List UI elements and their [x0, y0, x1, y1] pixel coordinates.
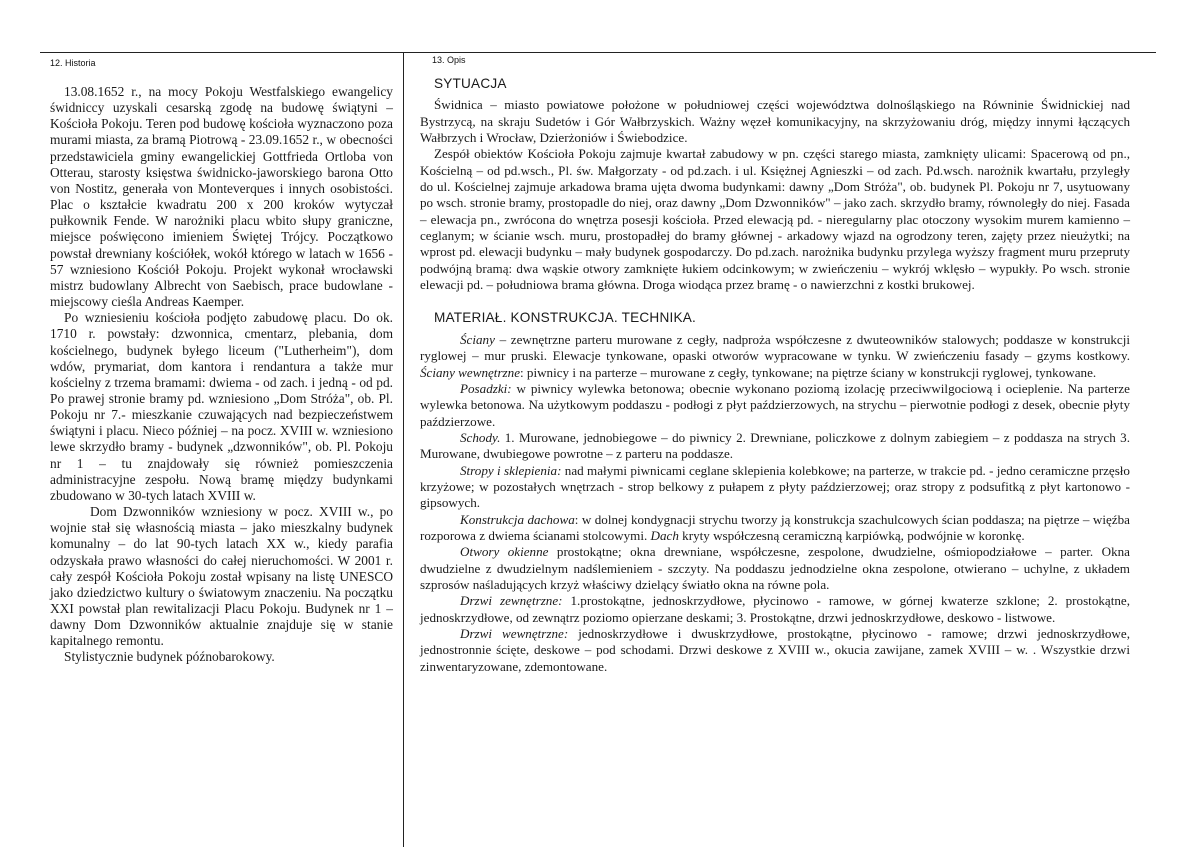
walls-paragraph: [420, 332, 1130, 381]
exterior-doors-label: Drzwi zewnętrzne:: [460, 593, 563, 609]
situation-paragraph-2: Zespół obiektów Kościoła Pokoju zajmuje kwartał zabudowy w pn. części starego miasta, zamknięty ulicami: Spacerową od pn., Kościelną – od pd.wsch., Pl. św. Małgorzaty - od pd.zach. i ul. Księżnej Agnieszki – od zach. Pd.wsch. narożnik kwartału, przyległy do ul. Kościelnej zajmuje arkadowa brama ujęta dwoma budynkami: dawny „Dom Stróża", ob. budynek Pl. Pokoju nr 7, usytuowany po wsch. stronie bramy, prostopadle do niej, oraz dawny „Dom Dzwonników" – jako zach. skrzydło bramy, równoległy do niej. Fasada – elewacja pn., zwrócona do wnętrza posesji kościoła. Przed elewacją pd. - nieregularny plac otoczony wysokim murem kamienno – ceglanym; w ścianie wsch. muru, prostopadłej do bramy głównej - arkadowy wjazd na ogrodzony teren, zajęty przez nieużytki; na wprost pd. elewacji budynku – mały budynek gospodarczy. Do pd.zach. narożnika budynku przylega wyższy fragment muru przepruty podwójną bramą: dwa wąskie otwory zamknięte łukiem odcinkowym; w zwieńczeniu – wykrój wklęsło – wypukły. Po wsch. stronie elewacji pd. – południowa brama główna. Droga wiodąca przez bramę - o nawierzchni z kostki brukowej.: [420, 146, 1130, 293]
exterior-doors-paragraph: [420, 593, 1130, 626]
windows-paragraph: [420, 544, 1130, 593]
section-header-history: 12. Historia: [50, 58, 96, 68]
floors-text: w piwnicy wylewka betonowa; obecnie wykonano poziomą izolację przeciwwilgociową i ocieplenie. Na parterze wylewka betonowa. Na użytkowym poddaszu - podłogi z płyt paździerzowych, na strychu – pierwotnie podłogi z desek, obecnie płyty paździerzowe.: [420, 380, 1130, 429]
interior-doors-label: Drzwi wewnętrzne:: [460, 626, 569, 641]
header-rule: [40, 52, 1156, 53]
history-paragraph-3: Dom Dzwonników wzniesiony w pocz. XVIII w., po wojnie stał się własnością miasta – jako mieszkalny budynek komunalny – do lat 90-tych latach XX w., kiedy parafia odzyskała prawo własności do całej nieruchomości. W 2001 r. cały zespół Kościoła Pokoju został wpisany na listę UNESCO jako dziedzictwo kultury o światowym znaczeniu. Na początku XXI powstał plan rewitalizacji Placu Pokoju. Budynek nr 1 – dawny Dom Dzwonników aktualnie znajduje się w stanie kapitalnego remontu.: [50, 504, 393, 649]
roof-covering-text: kryty współczesną ceramiczną karpiówką, podwójnie w koronkę.: [678, 527, 1025, 543]
material-heading: MATERIAŁ. KONSTRUKCJA. TECHNIKA.: [434, 310, 696, 326]
history-paragraph-4: Stylistycznie budynek późnobarokowy.: [64, 649, 275, 665]
ceilings-text: nad małymi piwnicami ceglane sklepienia kolebkowe; na parterze, w trakcie pd. - jedno ceramiczne przęsło krzyżowe; w pozostałych wnętrzach - strop belkowy z pułapem z płyty paździerzowej; oraz stropy z podsufitką z płyt kartonowo - gipsowych.: [420, 462, 1130, 511]
situation-paragraph-1: Świdnica – miasto powiatowe położone w południowej części województwa dolnośląskiego na Równinie Świdnickiej nad Bystrzycą, na skraju Sudetów i Gór Wałbrzyskich. Ważny węzeł komunikacyjny, na skrzyżowaniu dróg, między innymi łączących Wałbrzych i Wrocław, Dzierżoniów i Świebodzice.: [420, 97, 1130, 146]
situation-heading: SYTUACJA: [434, 76, 507, 91]
walls-label: Ściany: [460, 331, 495, 347]
ceilings-paragraph: [420, 463, 1130, 512]
roof-text: : w dolnej kondygnacji strychu tworzy ją konstrukcja szachulcowych ścian poddasza; na piętrze – więźba rozporowa z dwiema ścianami stolcowymi.: [420, 511, 1130, 543]
roof-label: Konstrukcja dachowa: [460, 511, 575, 527]
history-column: [50, 84, 393, 666]
walls-inner-label: Ściany wewnętrzne: [420, 364, 520, 380]
windows-text: prostokątne; okna drewniane, współczesne, zespolone, dwudzielne, ośmiopodziałowe – parter. Okna dwudzielne z dwudzielnym nadślemieniem - szczyty. Na poddaszu jednodzielne okna zespolone, otwierano – uchylne, z układem szprosów naśladujących krzyż właściwy dzielący światło okna na równe pola.: [420, 544, 1130, 592]
interior-doors-paragraph: [420, 626, 1130, 675]
stairs-label: Schody.: [460, 429, 501, 445]
history-paragraph-2: Po wzniesieniu kościoła podjęto zabudowę placu. Do ok. 1710 r. powstały: dzwonnica, cmentarz, plebania, dom kościelnego, budynek byłego liceum ("Lutherheim"), dom wdów, prymariat, dom kantora i rendantura a także mur kościelny z trzema bramami: dwiema - od zach. i jedną - od pd. Po prawej stronie bramy pd. wzniesiono „Dom Stróża", ob. Pl. Pokoju nr 7.- mieszkanie czuwających nad bezpieczeństwem świątyni i placu. Nieco później – na pocz. XVIII w. wzniesiono lewe skrzydło bramy - budynek „dzwonników", ob. Pl. Pokoju nr 1 – tu znajdowały się również pomieszczenia administracyjne zespołu. Nową bramę między budynkami zbudowano w 30-tych latach XVIII w.: [50, 310, 393, 503]
stairs-text: 1. Murowane, jednobiegowe – do piwnicy 2. Drewniane, policzkowe z dolnym zabiegiem – z poddasza na strych 3. Murowane, dwubiegowe powrotne – z parteru na poddasze.: [420, 429, 1130, 462]
roof-paragraph: [420, 512, 1130, 545]
roof-covering-label: Dach: [650, 527, 679, 543]
exterior-doors-text: 1.prostokątne, jednoskrzydłowe, płycinowo - ramowe, w górnej kwaterze szklone; 2. prostokątne, jednoskrzydłowe, od zewnątrz poziomo opierzane deskami; 3. Prostokątne, drzwi jednoskrzydłowe, deskowo - listwowe.: [420, 593, 1130, 625]
walls-inner-text: : piwnicy i na parterze – murowane z cegły, tynkowane; na piętrze ściany w konstrukcji ryglowej, tynkowane.: [520, 364, 1097, 380]
column-divider: [403, 52, 404, 847]
section-header-description: 13. Opis: [432, 55, 466, 65]
history-paragraph-1: 13.08.1652 r., na mocy Pokoju Westfalskiego ewangelicy świdniccy uzyskali cesarską zgodę na budowę świątyni – Kościoła Pokoju. Teren pod budowę kościoła wyznaczono poza murami miasta, za bramą Piotrową - 23.09.1652 r., w obecności przedstawiciela gminy ewangelickiej Gottfrieda Ortloba von Otterau, starosty księstwa świdnicko-jaworskiego barona Otto von Nostitz, generała von Monteverques i innych osobistości. Plac o kształcie kwadratu 200 x 200 kroków wytyczał pułkownik Fende. W narożniki placu wbito słupy graniczne, miejsce poświęcono imieniem Świętej Trójcy. Początkowo powstał drewniany kościółek, wokół którego w latach w 1656 - 57 wzniesiono Kościół Pokoju. Projekt wykonał wrocławski mistrz budowlany Albrecht von Saebisch, prace budowlane - miejscowy cieśla Andreas Kaemper.: [50, 84, 393, 310]
stairs-paragraph: [420, 430, 1130, 463]
windows-label: Otwory okienne: [460, 544, 549, 560]
description-column: [420, 76, 1130, 675]
floors-label: Posadzki:: [460, 380, 512, 396]
interior-doors-text: jednoskrzydłowe i dwuskrzydłowe, prostokątne, płycinowo - ramowe; drzwi jednoskrzydłowe, jednostronnie ścięte, deskowe – pod schodami. Drzwi deskowe z XVIII w., okucia zawijane, zamek XVIII – w. . Wszystkie drzwi zinwentaryzowane, zdemontowane.: [420, 626, 1130, 674]
ceilings-label: Stropy i sklepienia:: [460, 462, 562, 478]
walls-text: – zewnętrzne parteru murowane z cegły, nadproża współczesne z dwuteowników stalowych; poddasze w konstrukcji ryglowej – mur pruski. Elewacje tynkowane, opaski otworów wypracowane w tynku. W zwieńczeniu fasady – gzyms kostkowy.: [420, 331, 1130, 364]
floors-paragraph: [420, 381, 1130, 430]
